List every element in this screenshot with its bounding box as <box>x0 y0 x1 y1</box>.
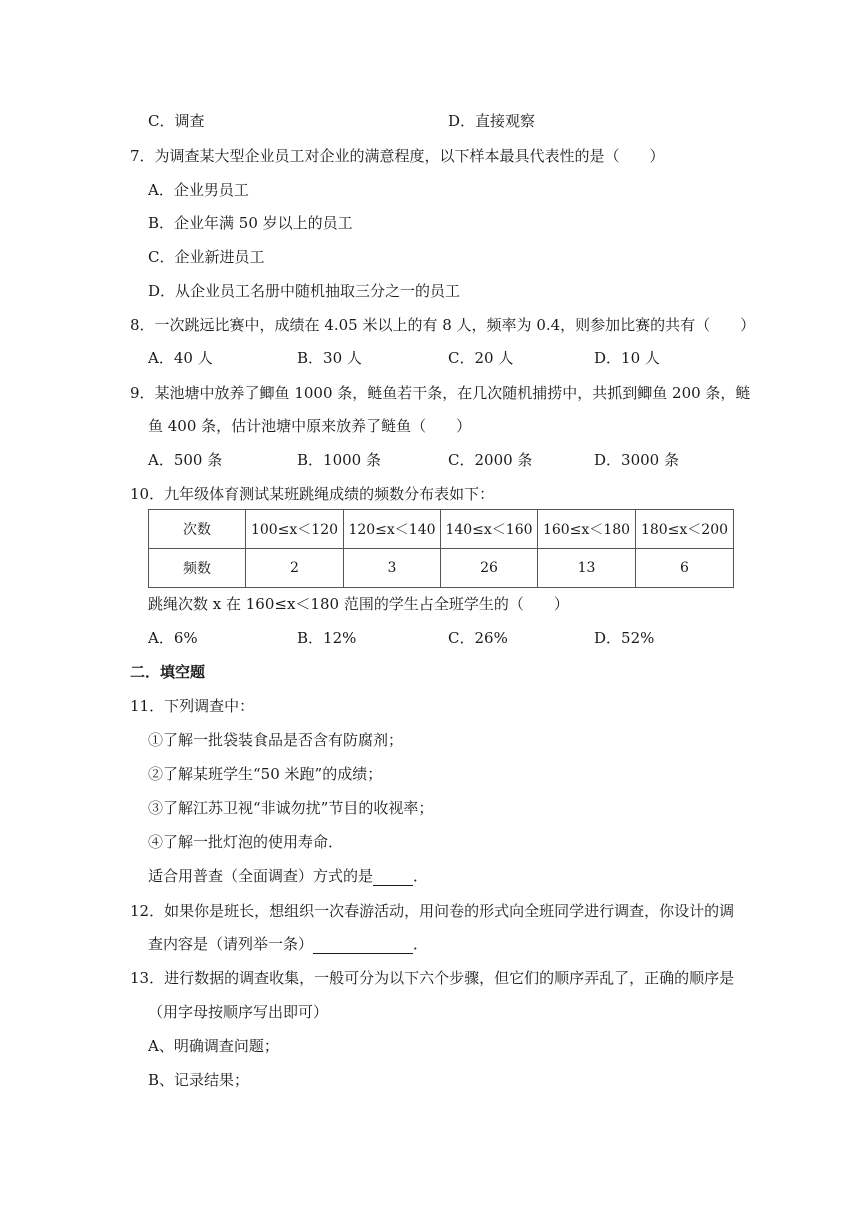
q11-item-1: ①了解一批袋装食品是否含有防腐剂； <box>148 731 404 749</box>
q7-option-c: C．企业新进员工 <box>148 248 265 266</box>
q10-option-b: B．12% <box>297 629 357 647</box>
frequency-table <box>148 509 734 588</box>
q12-stem-line1: 12．如果你是班长，想组织一次春游活动，用问卷的形式向全班同学进行调查，你设计的调 <box>130 902 735 920</box>
q12-question-text: 查内容是（请列举一条） <box>148 935 314 953</box>
table-cell: 频数 <box>149 549 246 588</box>
q10-stem: 10．九年级体育测试某班跳绳成绩的频数分布表如下： <box>130 485 495 503</box>
q7-stem: 7．为调查某大型企业员工对企业的满意程度，以下样本最具代表性的是（ ） <box>130 147 665 165</box>
q6-option-d: D．直接观察 <box>448 112 536 130</box>
table-header-row <box>149 510 734 549</box>
q7-option-b: B．企业年满 50 岁以上的员工 <box>148 214 353 232</box>
table-cell: 26 <box>441 549 538 588</box>
q11-item-3: ③了解江苏卫视“非诚勿扰”节目的收视率； <box>148 799 434 817</box>
q13-stem-line1: 13．进行数据的调查收集，一般可分为以下六个步骤，但它们的顺序弄乱了，正确的顺序是 <box>130 969 735 987</box>
q13-stem-line2: （用字母按顺序写出即可） <box>148 1003 329 1021</box>
q10-option-a: A．6% <box>148 629 198 647</box>
q10-question: 跳绳次数 x 在 160≤x＜180 范围的学生占全班学生的（ ） <box>148 595 569 613</box>
q8-option-b: B．30 人 <box>297 349 362 367</box>
table-cell: 3 <box>344 549 441 588</box>
q8-option-d: D．10 人 <box>594 349 660 367</box>
table-row <box>149 549 734 588</box>
q9-option-b: B．1000 条 <box>297 451 381 469</box>
q7-option-d: D．从企业员工名册中随机抽取三分之一的员工 <box>148 282 461 300</box>
table-cell: 140≤x＜160 <box>441 510 538 549</box>
q13-step-b: B、记录结果； <box>148 1071 250 1089</box>
q13-step-a: A、明确调查问题； <box>148 1037 279 1055</box>
table-cell: 160≤x＜180 <box>538 510 636 549</box>
answer-blank[interactable] <box>373 869 413 886</box>
table-cell: 120≤x＜140 <box>344 510 441 549</box>
q11-question <box>148 866 428 886</box>
q11-item-4: ④了解一批灯泡的使用寿命． <box>148 833 344 851</box>
table-cell: 2 <box>246 549 344 588</box>
table-cell: 次数 <box>149 510 246 549</box>
answer-blank[interactable] <box>313 937 413 954</box>
q10-option-d: D．52% <box>594 629 655 647</box>
table-cell: 6 <box>636 549 734 588</box>
table-cell: 13 <box>538 549 636 588</box>
q11-question-end: ． <box>413 867 429 885</box>
q12-question-end: ． <box>413 935 429 953</box>
q11-stem: 11．下列调查中： <box>130 697 255 715</box>
q9-stem-line1: 9．某池塘中放养了鲫鱼 1000 条，鲢鱼若干条，在几次随机捕捞中，共抓到鲫鱼 200 条，鲢 <box>130 384 751 402</box>
table-cell: 100≤x＜120 <box>246 510 344 549</box>
q8-stem: 8．一次跳远比赛中，成绩在 4.05 米以上的有 8 人，频率为 0.4，则参加比赛的共有（ ） <box>130 316 756 334</box>
table-cell: 180≤x＜200 <box>636 510 734 549</box>
section-title: 二．填空题 <box>130 663 206 681</box>
q8-option-c: C．20 人 <box>448 349 514 367</box>
q11-question-text: 适合用普查（全面调查）方式的是 <box>148 867 374 885</box>
q7-option-a: A．企业男员工 <box>148 181 249 199</box>
q6-option-c: C．调查 <box>148 112 205 130</box>
q8-option-a: A．40 人 <box>148 349 213 367</box>
q12-stem-line2 <box>148 934 428 954</box>
q11-item-2: ②了解某班学生“50 米跑”的成绩； <box>148 765 383 783</box>
q9-option-a: A．500 条 <box>148 451 223 469</box>
q9-stem-line2: 鱼 400 条，估计池塘中原来放养了鲢鱼（ ） <box>148 417 472 435</box>
q9-option-d: D．3000 条 <box>594 451 679 469</box>
q10-option-c: C．26% <box>448 629 508 647</box>
q9-option-c: C．2000 条 <box>448 451 533 469</box>
